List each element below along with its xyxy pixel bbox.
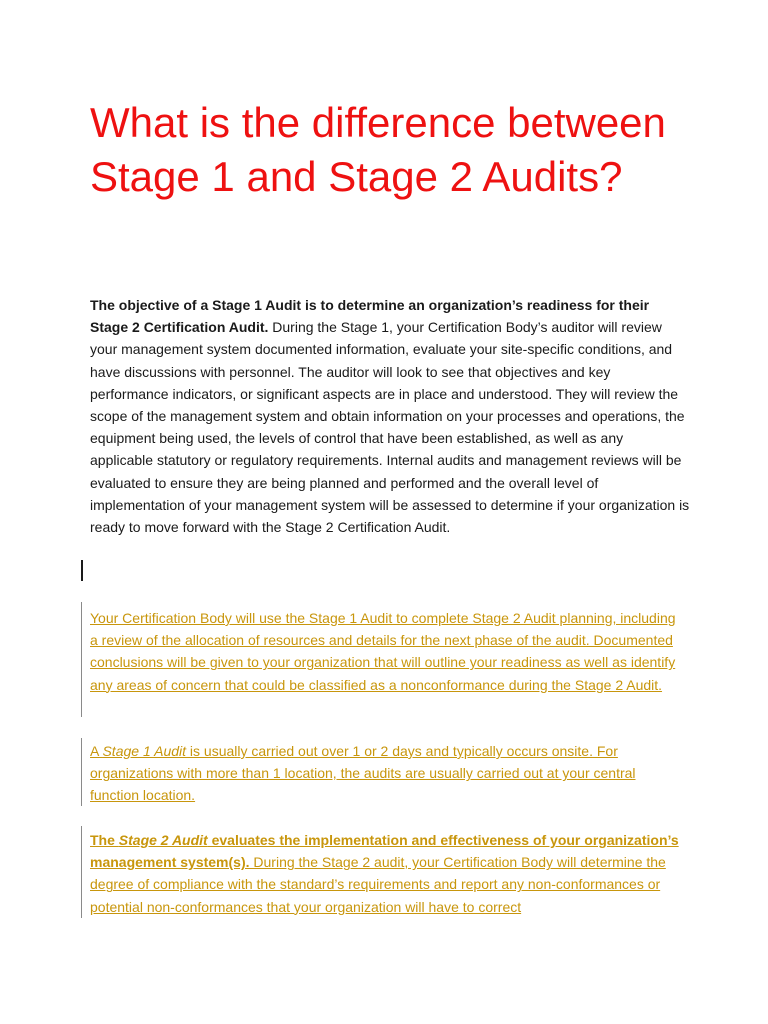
paragraph-lead-bold: The bbox=[90, 832, 119, 848]
change-bar bbox=[81, 826, 82, 918]
paragraph-stage1-duration bbox=[90, 740, 680, 807]
paragraph-body: During the Stage 1, your Certification Body’s auditor will review your management system documented information, evaluate your site-specific conditions, and have discussions with personnel. The auditor will look to see that objectives and key performance indicators, or significant aspects are in place and understood. They will review the scope of the management system and obtain information on your processes and operations, the equipment being used, the levels of control that have been established, as well as any applicable statutory or regulatory requirements. Internal audits and management reviews will be evaluated to ensure they are being planned and performed and the overall level of implementation of your management system will be assessed to determine if your organization is ready to move forward with the Stage 2 Certification Audit. bbox=[90, 319, 690, 536]
text-cursor bbox=[81, 560, 83, 581]
paragraph-body: During the Stage 2 audit, your Certification Body will determine the degree of compliance with the standard’s requirements and report any non-conformances or potential non-conformances that your organization will have to correct bbox=[90, 854, 666, 915]
paragraph-body: Your Certification Body will use the Stage 1 Audit to complete Stage 2 Audit planning, including a review of the allocation of resources and details for the next phase of the audit. Documented conclusions will be given to your organization that will outline your readiness as well as identify any areas of concern that could be classified as a nonconformance during the Stage 2 Audit. bbox=[90, 610, 676, 693]
paragraph-stage1-planning bbox=[90, 607, 680, 696]
change-bar bbox=[81, 738, 82, 806]
paragraph-italic-term: Stage 1 Audit bbox=[102, 743, 187, 759]
paragraph-stage1-objective bbox=[90, 294, 690, 538]
paragraph-bold-italic-term: Stage 2 Audit bbox=[118, 832, 208, 848]
change-bar bbox=[81, 602, 82, 717]
paragraph-body: is usually carried out over 1 or 2 days and typically occurs onsite. For organizations with more than 1 location, the audits are usually carried out at your central function location. bbox=[90, 743, 636, 804]
paragraph-lead-bold: The objective of a Stage 1 Audit is to determine an organization’s readiness for their Stage 2 Certification Audit. bbox=[90, 297, 650, 336]
paragraph-stage2-audit bbox=[90, 829, 686, 918]
paragraph-lead-bold-suffix: evaluates the implementation and effectiveness of your organization’s management system(s). bbox=[90, 832, 679, 871]
page-title: What is the difference between Stage 1 and Stage 2 Audits? bbox=[90, 99, 666, 200]
paragraph-prefix: A bbox=[90, 743, 103, 759]
